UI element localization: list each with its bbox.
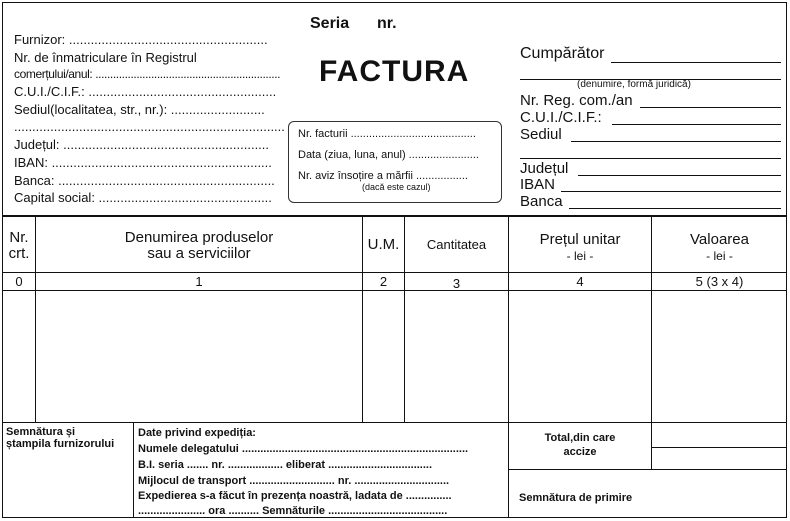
buyer-iban-line[interactable] <box>561 191 781 192</box>
invoice-number-field[interactable]: Nr. facturii ......................................... <box>298 128 476 140</box>
transport-field[interactable]: Mijlocul de transport ............................ nr. ............................... <box>138 475 450 487</box>
col-crt-label: crt. <box>8 245 30 262</box>
supplier-capital-field[interactable]: Capital social: ................................................ <box>14 190 272 205</box>
buyer-bank-line[interactable] <box>569 208 781 209</box>
footer-divider-1 <box>133 422 134 518</box>
total-label: Total,din care <box>544 432 616 444</box>
col-nr-header <box>3 230 35 262</box>
col-price-header <box>509 232 651 264</box>
table-top-line <box>2 215 787 217</box>
buyer-address-line[interactable] <box>571 141 781 142</box>
buyer-name-line[interactable] <box>611 62 781 63</box>
supplier-county-field[interactable]: Județul: ......................................................... <box>14 137 270 152</box>
col-number-4: 4 <box>576 274 584 289</box>
shipping-date-field[interactable]: Expedierea s-a făcut în prezența noastră, ladata de ............... <box>138 490 452 502</box>
col-product-header <box>36 230 362 262</box>
shipping-title: Date privind expediția: <box>138 427 256 439</box>
col-price-label: Prețul unitar <box>539 231 621 248</box>
buyer-county-label: Județul <box>520 160 569 177</box>
table-bottom-line <box>2 422 787 423</box>
col-number-2: 2 <box>379 274 388 289</box>
supplier-name-field[interactable]: Furnizor: ....................................................... <box>14 32 268 47</box>
col-value-unit: - lei - <box>706 249 733 263</box>
col-um-header: U.M. <box>367 236 400 253</box>
col-nr-label: Nr. <box>9 229 29 246</box>
numbers-bottom-line <box>2 290 787 291</box>
delegate-id-field[interactable]: B.I. seria ....... nr. .................. eliberat .................................. <box>138 459 433 471</box>
delegate-name-field[interactable]: Numele delegatului .......................................................................... <box>138 443 469 455</box>
supplier-bank-field[interactable]: Banca: ............................................................ <box>14 173 275 188</box>
header-bottom-line <box>2 272 787 273</box>
delivery-note-field[interactable]: Nr. aviz însoțire a mărfii ................. <box>298 170 468 182</box>
col-product-label-1: Denumirea produselor <box>124 229 274 246</box>
invoice-title: FACTURA <box>319 55 470 88</box>
supplier-reg-field[interactable]: comerțului/anul: ............................................................... <box>14 67 281 81</box>
seria-label: Seria <box>310 15 350 32</box>
col-number-5: 5 (3 x 4) <box>695 274 744 289</box>
buyer-cui-line[interactable] <box>612 124 781 125</box>
col-number-0: 0 <box>15 274 23 289</box>
col-product-label-2: sau a serviciilor <box>147 245 251 262</box>
excise-label: accize <box>563 446 597 458</box>
buyer-hint: (denumire, formă juridică) <box>577 79 691 90</box>
col-value-label: Valoarea <box>690 231 749 248</box>
supplier-address-field[interactable]: Sediul(localitatea, str., nr.): .......................... <box>14 102 265 117</box>
buyer-iban-label: IBAN <box>520 176 556 193</box>
footer-total-bottom <box>508 469 787 470</box>
invoice-date-field[interactable]: Data (ziua, luna, anul) ....................... <box>298 149 479 161</box>
supplier-cui-field[interactable]: C.U.I./C.I.F.: .................................................... <box>14 84 277 99</box>
buyer-address-line-2[interactable] <box>520 158 781 159</box>
nr-label: nr. <box>377 15 397 32</box>
shipping-time-signature-field[interactable]: ...................... ora .......... Semnăturile ....................................... <box>138 505 448 517</box>
col-value-header <box>652 232 787 264</box>
buyer-reg-line[interactable] <box>640 107 781 108</box>
buyer-cui-label: C.U.I./C.I.F.: <box>520 109 602 126</box>
col-price-unit: - lei - <box>566 249 594 263</box>
supplier-address-continuation[interactable]: ........................................................................... <box>14 119 285 134</box>
footer-total-mid <box>651 447 787 448</box>
col-number-3: 3 <box>452 276 461 291</box>
buyer-reg-label: Nr. Reg. com./an <box>520 92 633 109</box>
col-number-1: 1 <box>195 274 203 289</box>
supplier-signature-label-2: ștampila furnizorului <box>6 438 115 450</box>
supplier-iban-field[interactable]: IBAN: ............................................................. <box>14 155 272 170</box>
col-qty-header: Cantitatea <box>426 237 487 252</box>
receipt-signature-label: Semnătura de primire <box>519 492 633 504</box>
buyer-label: Cumpărător <box>520 45 605 62</box>
buyer-county-line[interactable] <box>578 175 781 176</box>
supplier-signature-label-1: Semnătura și <box>6 426 76 438</box>
footer-divider-3 <box>651 422 652 469</box>
buyer-bank-label: Banca <box>520 193 563 210</box>
delivery-note-hint: (dacă este cazul) <box>362 182 431 192</box>
buyer-address-label: Sediul <box>520 126 562 143</box>
supplier-reg-label: Nr. de înmatriculare în Registrul <box>14 50 197 65</box>
